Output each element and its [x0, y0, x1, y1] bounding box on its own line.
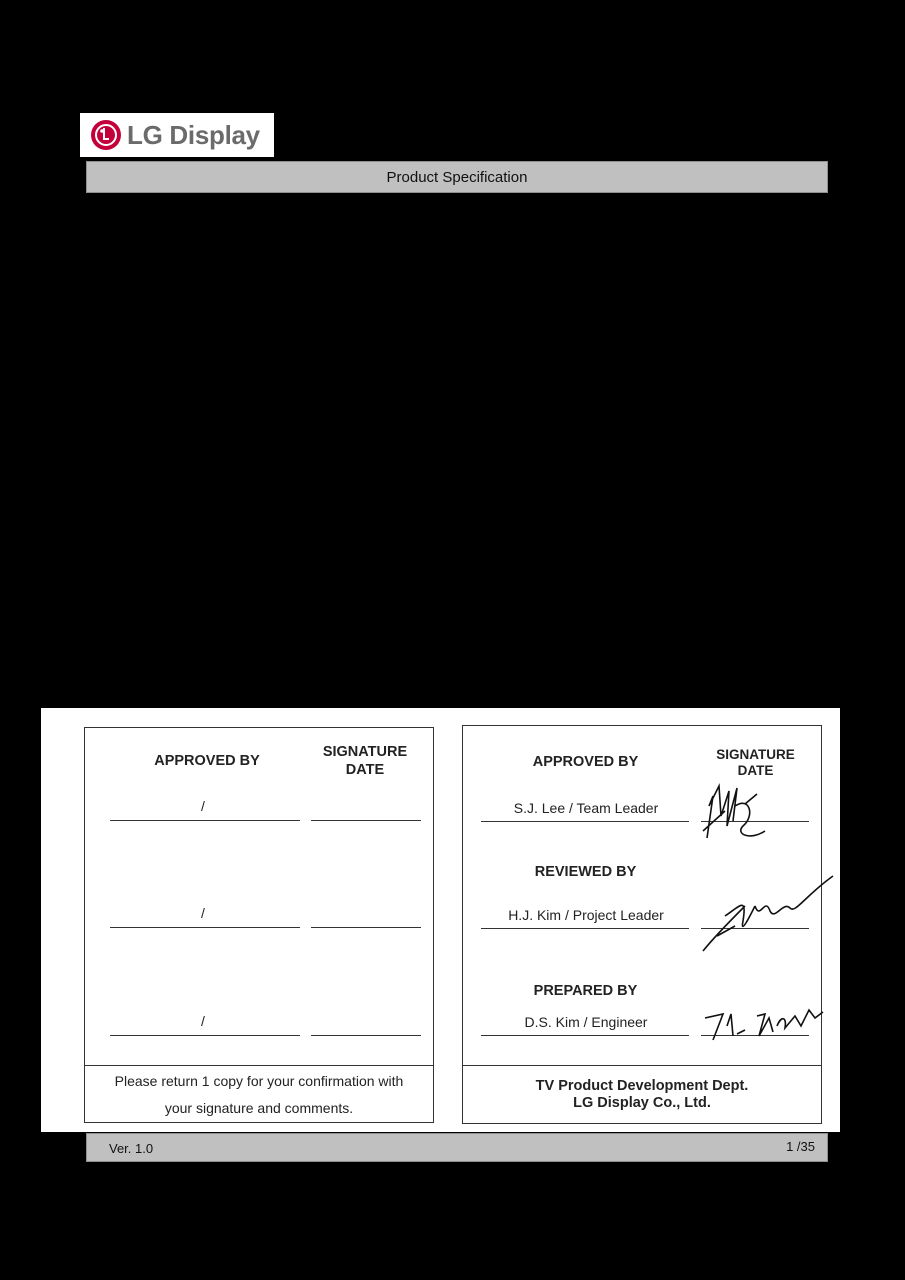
footer-bar — [86, 1133, 828, 1162]
department-name: TV Product Development Dept. — [535, 1078, 749, 1094]
approved-by-label: APPROVED BY — [532, 754, 639, 770]
approver-line — [481, 821, 689, 822]
name-line-1 — [110, 820, 300, 821]
preparer-line — [481, 1035, 689, 1036]
date-label: DATE — [345, 762, 385, 778]
preparer-name: D.S. Kim / Engineer — [524, 1014, 648, 1030]
date-line-3 — [311, 1035, 421, 1036]
approver-name: S.J. Lee / Team Leader — [513, 800, 659, 816]
version-label: Ver. 1.0 — [109, 1141, 154, 1156]
page-number: 1 /35 — [786, 1139, 815, 1154]
signature-date-label — [703, 747, 808, 779]
signature-date-label — [310, 743, 420, 779]
date-line-2 — [311, 927, 421, 928]
reviewer-line — [481, 928, 689, 929]
lg-display-logo — [80, 113, 274, 157]
approval-sheet — [41, 708, 840, 1132]
name-line-2 — [110, 927, 300, 928]
prepared-by-label: PREPARED BY — [533, 983, 638, 999]
reviewer-name: H.J. Kim / Project Leader — [508, 907, 664, 923]
lg-logo-icon — [91, 120, 121, 150]
date-label: DATE — [737, 763, 774, 778]
reviewed-by-label: REVIEWED BY — [534, 864, 637, 880]
customer-approval-box — [84, 727, 434, 1123]
approved-by-label: APPROVED BY — [154, 753, 260, 769]
signature-label: SIGNATURE — [322, 744, 408, 760]
box-divider — [463, 1065, 821, 1066]
date-line-1 — [311, 820, 421, 821]
approver-signature — [695, 776, 785, 851]
name-line-3 — [110, 1035, 300, 1036]
department-info — [463, 1078, 821, 1112]
reviewer-signature — [695, 866, 835, 961]
slash-3: / — [201, 1013, 205, 1029]
return-note — [85, 1068, 433, 1122]
header-bar — [86, 161, 828, 193]
logo-text: LG Display — [127, 119, 260, 150]
lgd-approval-box — [462, 725, 822, 1124]
preparer-signature — [699, 996, 834, 1046]
slash-2: / — [201, 905, 205, 921]
signature-label: SIGNATURE — [716, 747, 795, 762]
company-name: LG Display Co., Ltd. — [573, 1095, 711, 1111]
return-note-line-1: Please return 1 copy for your confirmation with — [114, 1073, 404, 1089]
return-note-line-2: your signature and comments. — [164, 1100, 354, 1116]
page-title: Product Specification — [386, 168, 528, 186]
box-divider — [85, 1065, 433, 1066]
slash-1: / — [201, 798, 205, 814]
